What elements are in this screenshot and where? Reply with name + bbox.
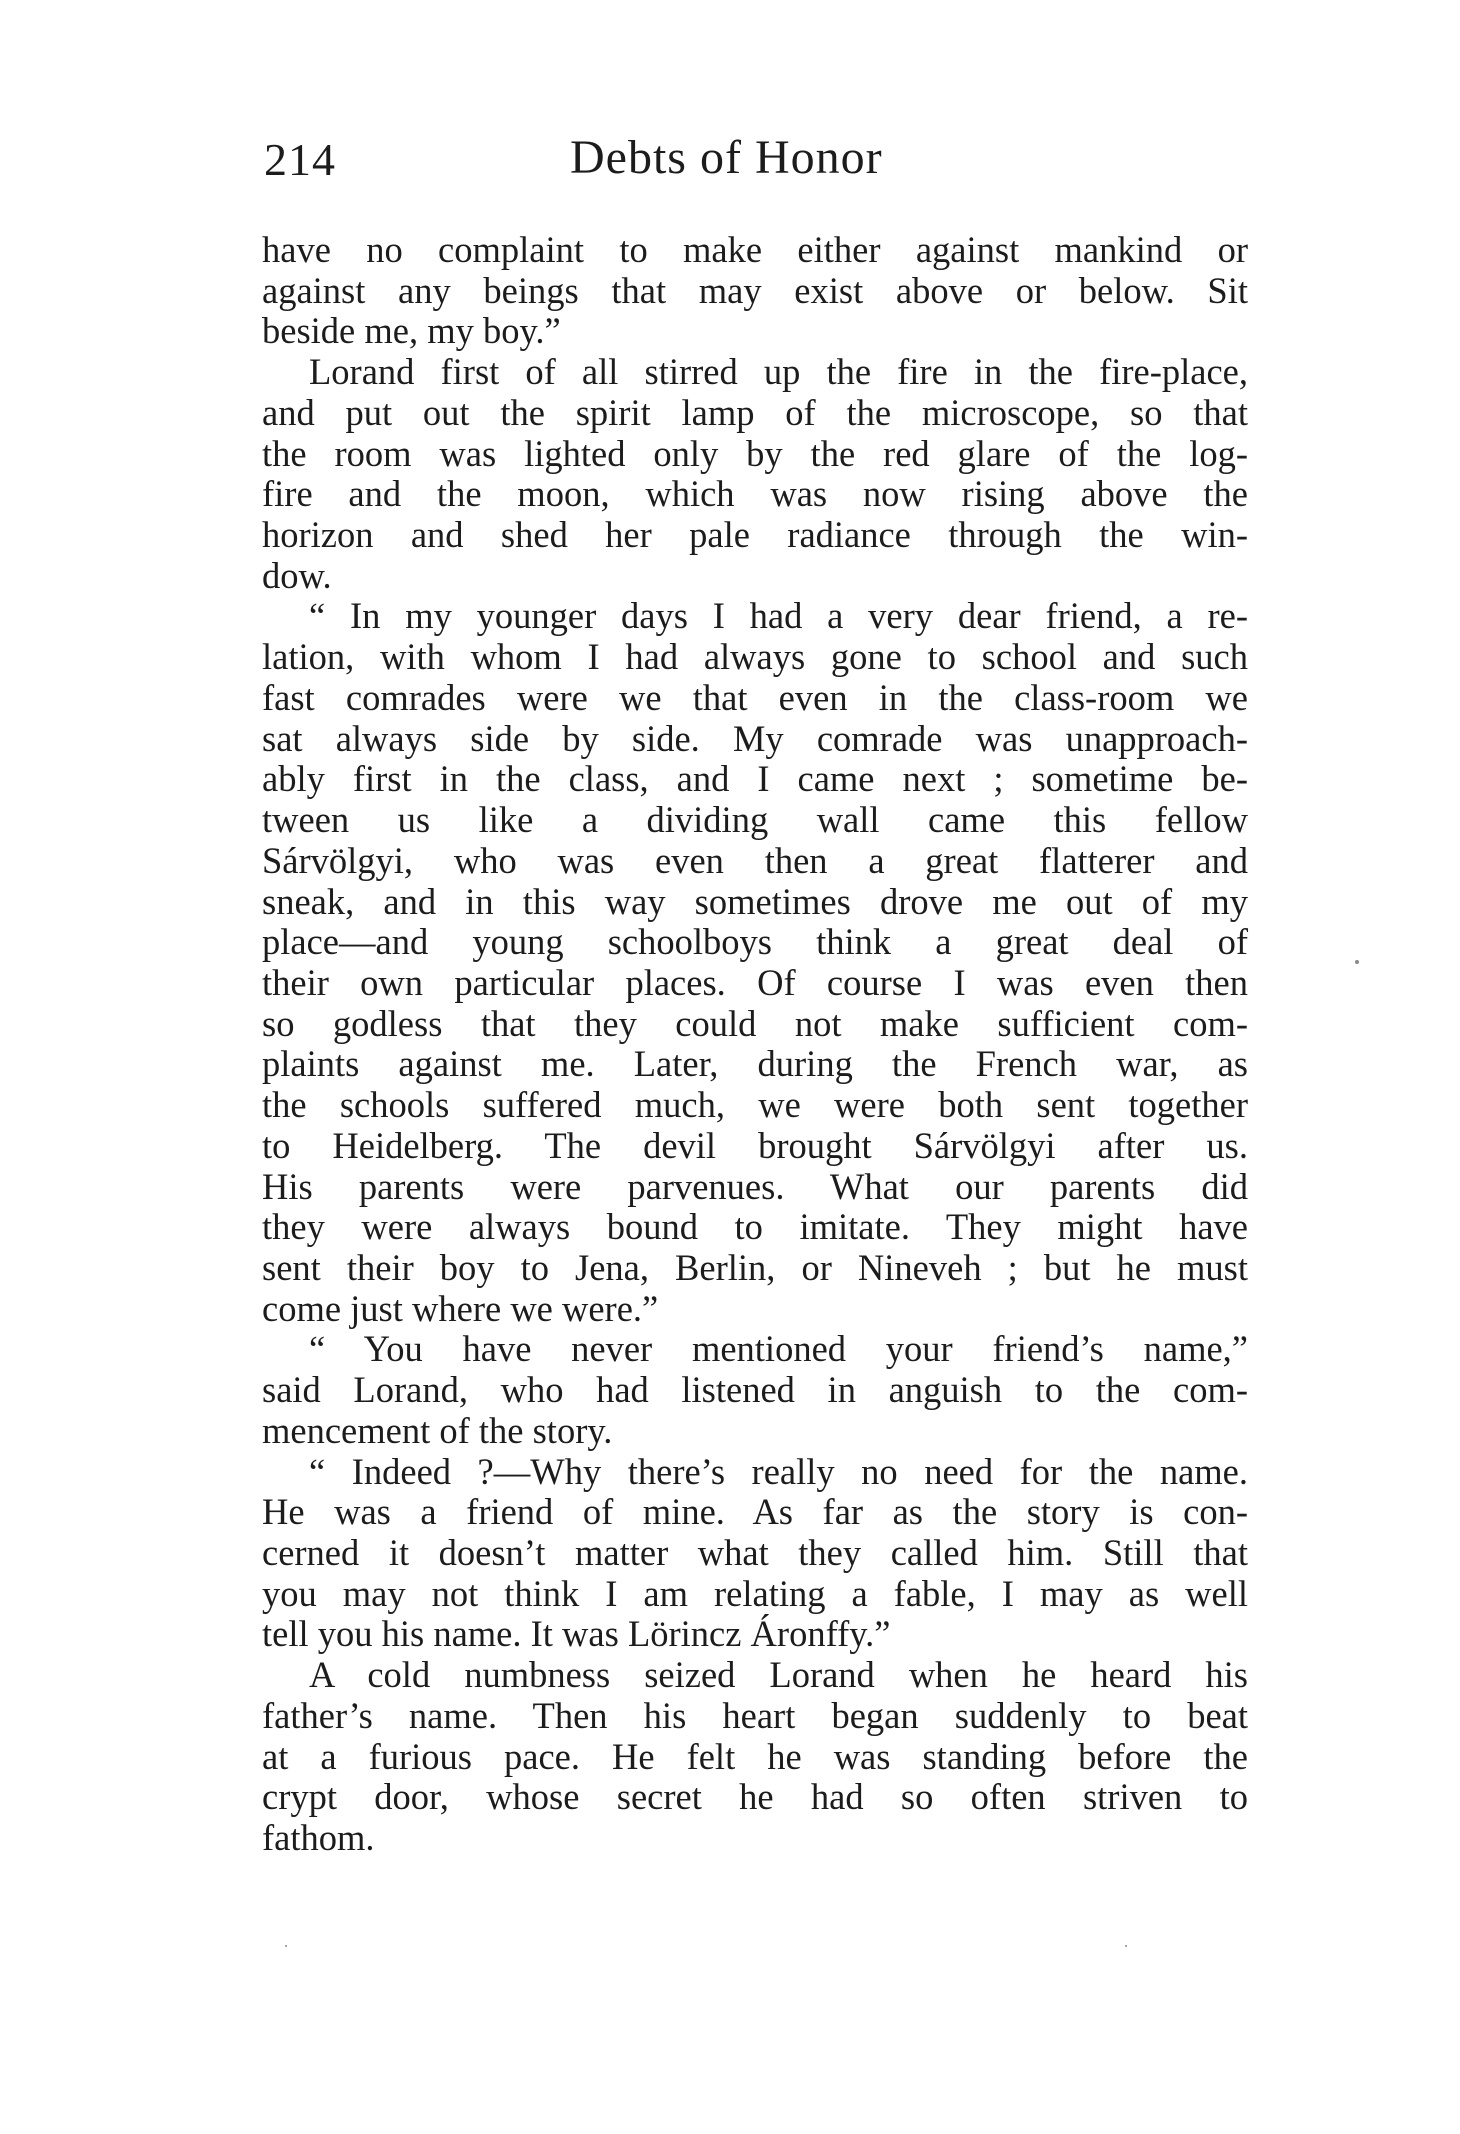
- text-line: “ Indeed ?—Why there’s really no need for the name.: [309, 1450, 1248, 1492]
- running-head: [258, 128, 1248, 188]
- text-line: “ In my younger days I had a very dear friend, a re-: [309, 595, 1248, 637]
- print-speck: [285, 1945, 287, 1947]
- text-line: beside me, my boy.”: [262, 310, 561, 352]
- text-line: at a furious pace. He felt he was standing before the: [262, 1735, 1248, 1777]
- text-line: His parents were parvenues. What our parents did: [262, 1165, 1248, 1207]
- text-line: so godless that they could not make sufficient com-: [262, 1002, 1248, 1044]
- text-line: horizon and shed her pale radiance through the win-: [262, 514, 1248, 556]
- print-speck: [1355, 960, 1359, 964]
- text-line: He was a friend of mine. As far as the story is con-: [262, 1491, 1248, 1533]
- text-line: “ You have never mentioned your friend’s name,”: [309, 1328, 1248, 1370]
- text-line: fast comrades were we that even in the class-room we: [262, 676, 1248, 718]
- text-line: plaints against me. Later, during the French war, as: [262, 1043, 1248, 1085]
- text-line: Sárvölgyi, who was even then a great flatterer and: [262, 839, 1248, 881]
- text-line: A cold numbness seized Lorand when he heard his: [309, 1654, 1248, 1696]
- text-line: sneak, and in this way sometimes drove me out of my: [262, 880, 1248, 922]
- text-line: tell you his name. It was Lörincz Áronffy.”: [262, 1613, 891, 1655]
- text-line: dow.: [262, 554, 332, 596]
- text-line: their own particular places. Of course I was even then: [262, 961, 1248, 1003]
- paragraph: [262, 1329, 1248, 1451]
- text-line: Lorand first of all stirred up the fire in the fire-place,: [309, 351, 1248, 393]
- text-line: lation, with whom I had always gone to school and such: [262, 636, 1248, 678]
- paragraph: [262, 1452, 1248, 1656]
- text-line: father’s name. Then his heart began suddenly to beat: [262, 1694, 1248, 1736]
- paragraph: [262, 352, 1248, 596]
- text-line: against any beings that may exist above or below. Sit: [262, 269, 1248, 311]
- text-line: place—and young schoolboys think a great deal of: [262, 921, 1248, 963]
- body-text: [262, 230, 1248, 1859]
- text-line: the room was lighted only by the red glare of the log-: [262, 432, 1248, 474]
- text-line: tween us like a dividing wall came this fellow: [262, 799, 1248, 841]
- text-line: have no complaint to make either against mankind or: [262, 229, 1248, 270]
- text-line: ably first in the class, and I came next ; sometime be-: [262, 758, 1248, 800]
- text-line: you may not think I am relating a fable, I may as well: [262, 1572, 1248, 1614]
- text-line: they were always bound to imitate. They might have: [262, 1206, 1248, 1248]
- text-line: sat always side by side. My comrade was unapproach-: [262, 717, 1248, 759]
- text-line: mencement of the story.: [262, 1409, 613, 1451]
- text-line: fire and the moon, which was now rising above the: [262, 473, 1248, 515]
- text-line: fathom.: [262, 1817, 375, 1859]
- text-line: crypt door, whose secret he had so often striven to: [262, 1776, 1248, 1818]
- text-line: come just where we were.”: [262, 1287, 659, 1329]
- text-line: cerned it doesn’t matter what they called him. Still that: [262, 1532, 1248, 1573]
- text-line: and put out the spirit lamp of the microscope, so that: [262, 391, 1248, 433]
- paragraph: [262, 230, 1248, 352]
- text-line: the schools suffered much, we were both sent together: [262, 1084, 1248, 1126]
- text-line: said Lorand, who had listened in anguish to the com-: [262, 1369, 1248, 1411]
- page-number: 214: [264, 134, 336, 185]
- paragraph: [262, 1655, 1248, 1859]
- running-title: Debts of Honor: [570, 131, 883, 184]
- paragraph: [262, 596, 1248, 1329]
- text-line: sent their boy to Jena, Berlin, or Nineveh ; but he must: [262, 1246, 1248, 1288]
- print-speck: [1125, 1945, 1127, 1947]
- text-line: to Heidelberg. The devil brought Sárvölgyi after us.: [262, 1124, 1248, 1166]
